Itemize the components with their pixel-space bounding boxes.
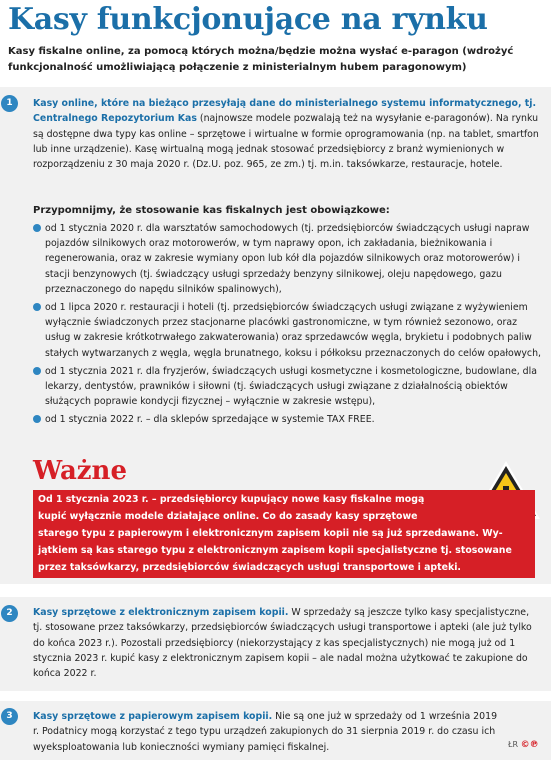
bullet-icon [33,415,41,423]
section-3-text [33,709,503,755]
list-item: od 1 stycznia 2022 r. – dla sklepów sprzedające w systemie TAX FREE. [33,412,543,427]
section-3-number: 3 [1,708,18,725]
section-3-body: Nie są one już w sprzedaży od 1 września 2019 r. Podatnicy mogą korzystać z tego typu urządzeń zakupionych do 31 sierpnia 2019 r. do czasu ich wyeksploatowania lub konieczności wymiany pamięci fiskalnej. [33,711,498,753]
section-1-body: (najnowsze modele pozwalają też na wysyłanie e-paragonów). Na rynku są dostępne dwa typy kas online – sprzętowe i wirtualne w formie oprogramowania (np. na tablet, smartfon lub inne urządzenie). Kasę wirtualną mogą jednak stosować przedsiębiorcy z branż wymienionych w rozporządzeniu z 30 maja 2020 r. (Dz.U. poz. 965, ze zm.) tj. m.in. taksówkarze, restauracje, hotele. [33,113,539,171]
reminder-heading: Przypomnijmy, że stosowanie kas fiskalnych jest obowiązkowe: [33,205,390,216]
bullet-icon [33,367,41,375]
important-line: Od 1 stycznia 2023 r. – przedsiębiorcy kupujący nowe kasy fiskalne mogą [38,494,425,505]
list-item: od 1 stycznia 2020 r. dla warsztatów samochodowych (tj. przedsiębiorców świadczących usługi napraw pojazdów silnikowych oraz motorowerów, w tym naprawy opon, ich zakładania, bieżnikowania i regenerowania, oraz w zakresie wymiany opon lub kół dla pojazdów silnikowych oraz motorowerów) i stacji benzynowych (tj. świadczący usługi sprzedaży benzyny silnikowej, oleju napędowego, gazu przeznaczonego do napędu silników spalinowych), [33,221,543,297]
important-line: kupić wyłącznie modele działające online. Co do zasady kasy sprzętowe [38,511,418,522]
important-line: starego typu z papierowym i elektronicznym zapisem kopii nie są już sprzedawane. Wy- [38,528,503,539]
bullet-icon [33,224,41,232]
list-item: od 1 stycznia 2021 r. dla fryzjerów, świadczących usługi kosmetyczne i kosmetologiczne, budowlane, dla lekarzy, dentystów, prawników i siłowni (tj. świadczących usługi związane z działalnością obiektów służących poprawie kondycji fizycznej – wyłącznie w zakresie wstępu), [33,364,543,410]
important-heading: Ważne [33,456,127,486]
section-2-lead: Kasy sprzętowe z elektronicznym zapisem kopii. [33,607,289,618]
section-1-text [33,96,541,172]
author-initials: ŁR [508,740,519,749]
section-2-text [33,605,541,681]
page-title: Kasy funkcjonujące na rynku [8,2,488,37]
bullet-icon [33,303,41,311]
section-1-lead: Kasy online, które na bieżąco przesyłają dane do ministerialnego systemu informatycznego, tj. Centralnego Repozytorium Kas [33,98,537,125]
section-1-number: 1 [1,95,18,112]
section-2-body: W sprzedaży są jeszcze tylko kasy specjalistyczne, tj. stosowane przez taksówkarzy, przedsiębiorców świadczących usługi transportowe i apteki (ale już tylko do końca 2023 r.). Pozostali przedsiębiorcy (niekorzystający z kas specjalistycznych) nie mogą już od 1 stycznia 2023 r. kupić kasy z elektronicznym zapisem kopii – ale nadal można użytkować te zakupione do końca 2022 r. [33,607,532,680]
section-2-number: 2 [1,605,18,622]
list-item: od 1 lipca 2020 r. restauracji i hoteli (tj. przedsiębiorców świadczących usługi związane z wyżywieniem wyłącznie świadczonych przez stacjonarne placówki gastronomiczne, w tym również sezonowo, oraz usług w zakresie krótkotrwałego zakwaterowania) oraz sprzedawców węgla, brykietu i podobnych paliw stałych wytwarzanych z węgla, węgla brunatnego, koksu i półkoksu przeznaczonych do celów opałowych, [33,300,543,361]
important-line: jątkiem są kas starego typu z elektronicznym zapisem kopii specjalistyczne tj. stosowane [38,545,512,556]
credit [508,740,539,750]
section-3-lead: Kasy sprzętowe z papierowym zapisem kopii. [33,711,273,722]
publisher-logo: ©℗ [520,740,539,750]
obligation-list [33,221,543,431]
subtitle: Kasy fiskalne online, za pomocą których można/będzie można wysłać e-paragon (wdrożyć funkcjonalność umożliwiającą połączenie z ministerialnym hubem paragonowym) [8,46,514,73]
important-line: przez taksówkarzy, przedsiębiorców świadczących usługi transportowe i apteki. [38,562,461,573]
